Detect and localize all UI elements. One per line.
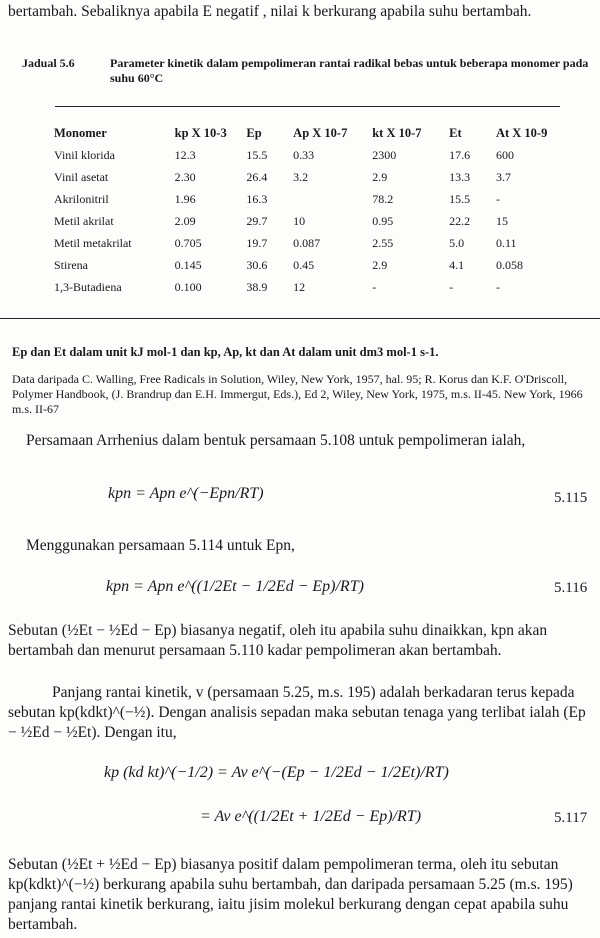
table-cell: Vinil klorida — [54, 147, 115, 162]
table-cell: 2.30 — [174, 169, 196, 184]
col-header-at: At X 10-9 — [495, 125, 548, 140]
col-header-et: Et — [449, 125, 462, 140]
paragraph-arrhenius: Persamaan Arrhenius dalam bentuk persamaan 5.108 untuk pempolimeran ialah, — [26, 432, 526, 449]
table-cell: 600 — [495, 147, 514, 162]
table-cell: 12.3 — [174, 147, 196, 162]
equation-5116: kpn = Apn e^((1/2Et − 1/2Ed − Ep)/RT) — [106, 578, 364, 595]
table-row — [54, 188, 574, 210]
table-cell: 2300 — [372, 147, 397, 162]
table-caption-text: Parameter kinetik dalam pempolimeran rantai radikal bebas untuk beberapa monomer pada suhu 60°C — [110, 56, 589, 85]
table-cell: 5.0 — [449, 235, 465, 250]
units-note: Ep dan Et dalam unit kJ mol-1 dan kp, Ap, kt dan At dalam unit dm3 mol-1 s-1. — [12, 345, 439, 359]
col-header-ep: Ep — [246, 125, 262, 140]
table-cell: 15.5 — [246, 147, 268, 162]
table-cell: Stirena — [54, 257, 88, 272]
col-header-ap: Ap X 10-7 — [293, 125, 348, 140]
table-cell: 1,3-Butadiena — [54, 279, 122, 294]
table-cell: 3.2 — [293, 169, 309, 184]
kinetic-parameter-table — [54, 122, 574, 298]
table-cell: 0.705 — [174, 235, 202, 250]
equation-5117-line1: kp (kd kt)^(−1/2) = Av e^(−(Ep − 1/2Ed − 1/2Et)/RT) — [104, 764, 449, 781]
table-cell: - — [372, 279, 377, 294]
table-cell: 26.4 — [246, 169, 268, 184]
table-cell: 78.2 — [372, 191, 394, 206]
table-caption-label: Jadual 5.6 — [22, 56, 75, 70]
equation-number-5117: 5.117 — [554, 810, 588, 826]
source-note: Data daripada C. Walling, Free Radicals in Solution, Wiley, New York, 1957, hal. 95; R. Korus dan K.F. O'Driscoll, Polymer Handbook, (J. Brandrup dan E.H. Immergut, Eds.), Ed 2, Wiley, New York, 1975, m.s. II-45. New York, 1966 m.s. II-67 — [12, 372, 583, 416]
table-cell: Metil metakrilat — [54, 235, 132, 250]
table-header-row — [54, 122, 574, 144]
paragraph-menggunakan: Menggunakan persamaan 5.114 untuk Epn, — [26, 537, 295, 554]
table-cell: - — [449, 279, 454, 294]
equation-number-5115: 5.115 — [554, 490, 588, 506]
table-cell: 0.145 — [174, 257, 202, 272]
table-cell: 0.33 — [293, 147, 315, 162]
table-cell: - — [495, 191, 500, 206]
table-cell: 0.11 — [495, 235, 517, 250]
table-cell: 38.9 — [246, 279, 268, 294]
table-cell: 30.6 — [246, 257, 268, 272]
equation-5117-line2: = Av e^((1/2Et + 1/2Ed − Ep)/RT) — [200, 808, 422, 825]
table-row — [54, 276, 574, 298]
col-header-kt: kt X 10-7 — [372, 125, 422, 140]
table-cell: Akrilonitril — [54, 191, 109, 206]
table-cell: 0.45 — [293, 257, 315, 272]
table-top-rule — [55, 106, 560, 107]
table-cell: 17.6 — [449, 147, 471, 162]
table-cell: 0.087 — [293, 235, 321, 250]
table-cell — [293, 188, 372, 210]
table-cell: 15 — [495, 213, 508, 228]
table-cell: 22.2 — [449, 213, 471, 228]
table-cell: 16.3 — [246, 191, 268, 206]
table-row — [54, 210, 574, 232]
table-bottom-rule — [0, 318, 600, 319]
paragraph-sebutan-positif: Sebutan (½Et + ½Ed − Ep) biasanya positif dalam pempolimeran terma, oleh itu sebutan kp(kdkt)^(−½) berkurang apabila suhu bertambah, dan daripada persamaan 5.25 (m.s. 195) panjang rantai kinetik berkurang, iaitu jisim molekul berkurang dengan cepat apabila suhu bertambah. — [8, 856, 573, 933]
table-cell: 10 — [293, 213, 306, 228]
table-cell: 2.9 — [372, 257, 388, 272]
table-row — [54, 144, 574, 166]
table-cell: 2.55 — [372, 235, 394, 250]
paragraph-panjang-rantai: Panjang rantai kinetik, v (persamaan 5.25, m.s. 195) adalah berkadaran terus kepada sebutan kp(kdkt)^(−½). Dengan analisis sepadan maka sebutan tenaga yang terlibat ialah (Ep − ½Ed − ½Et). Dengan itu, — [8, 684, 586, 741]
col-header-kp: kp X 10-3 — [174, 125, 227, 140]
table-cell: 1.96 — [174, 191, 196, 206]
table-row — [54, 166, 574, 188]
paragraph-sebutan-negatif: Sebutan (½Et − ½Ed − Ep) biasanya negatif, oleh itu apabila suhu dinaikkan, kpn akan bertambah dan menurut persamaan 5.110 kadar pempolimeran akan bertambah. — [8, 622, 548, 659]
table-cell: 4.1 — [449, 257, 465, 272]
table-cell: 13.3 — [449, 169, 471, 184]
table-cell: Metil akrilat — [54, 213, 114, 228]
equation-5115: kpn = Apn e^(−Epn/RT) — [108, 485, 264, 502]
table-cell: Vinil asetat — [54, 169, 109, 184]
col-header-monomer: Monomer — [54, 125, 107, 140]
table-cell: 15.5 — [449, 191, 471, 206]
table-cell: 2.9 — [372, 169, 388, 184]
table-cell: 0.95 — [372, 213, 394, 228]
table-row — [54, 254, 574, 276]
equation-number-5116: 5.116 — [554, 580, 588, 596]
table-cell: 2.09 — [174, 213, 196, 228]
table-cell: 12 — [293, 279, 306, 294]
table-cell: - — [495, 279, 500, 294]
table-cell: 19.7 — [246, 235, 268, 250]
table-row — [54, 232, 574, 254]
table-cell: 0.058 — [495, 257, 523, 272]
table-cell: 3.7 — [495, 169, 511, 184]
table-cell: 0.100 — [174, 279, 202, 294]
table-cell: 29.7 — [246, 213, 268, 228]
intro-paragraph: bertambah. Sebaliknya apabila E negatif , nilai k berkurang apabila suhu bertambah. — [8, 3, 532, 20]
